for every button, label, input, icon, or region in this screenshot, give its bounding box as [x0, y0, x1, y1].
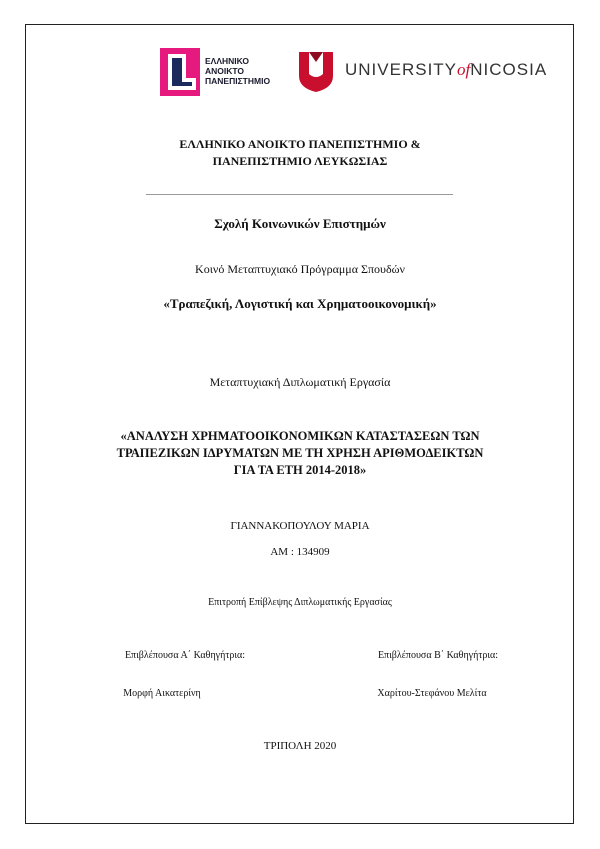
supervisor-b-name: Χαρίτου-Στεφάνου Μελίτα	[377, 688, 487, 699]
hou-logo	[160, 48, 285, 96]
unic-logo-text	[345, 60, 547, 80]
thesis-title-line-2: ΤΡΑΠΕΖΙΚΩΝ ΙΔΡΥΜΑΤΩΝ ΜΕ ΤΗ ΧΡΗΣΗ ΑΡΙΘΜΟΔΕΙΚΤΩΝ	[116, 446, 484, 460]
divider	[146, 194, 453, 195]
university-heading-line-2: ΠΑΝΕΠΙΣΤΗΜΙΟ ΛΕΥΚΩΣΙΑΣ	[212, 154, 388, 168]
author-name: ΓΙΑΝΝΑΚΟΠΟΥΛΟΥ ΜΑΡΙΑ	[230, 520, 370, 532]
program-title: «Τραπεζική, Λογιστική και Χρηματοοικονομική»	[163, 296, 437, 311]
unic-logo	[297, 50, 557, 94]
school-name: Σχολή Κοινωνικών Επιστημών	[214, 216, 386, 231]
unic-logo-prefix: UNIVERSITY	[345, 60, 458, 79]
hou-logo-mark-icon	[160, 48, 204, 96]
unic-logo-suffix: NICOSIA	[470, 60, 548, 79]
student-id: ΑΜ : 134909	[270, 546, 330, 558]
hou-logo-line-3: ΠΑΝΕΠΙΣΤΗΜΙΟ	[205, 76, 271, 86]
hou-logo-text	[205, 56, 270, 86]
hou-logo-line-1: ΕΛΛΗΝΙΚΟ	[205, 56, 250, 66]
supervisor-a-name: Μορφή Αικατερίνη	[123, 688, 201, 699]
unic-shield-icon	[297, 50, 335, 94]
university-heading	[0, 136, 600, 170]
supervisor-a-role: Επιβλέπουσα Α΄ Καθηγήτρια:	[124, 650, 246, 661]
program-label: Κοινό Μεταπτυχιακό Πρόγραμμα Σπουδών	[195, 262, 405, 276]
thesis-title-line-1: «ΑΝΑΛΥΣΗ ΧΡΗΜΑΤΟΟΙΚΟΝΟΜΙΚΩΝ ΚΑΤΑΣΤΑΣΕΩΝ ΤΩΝ	[120, 429, 480, 443]
thesis-type: Μεταπτυχιακή Διπλωματική Εργασία	[209, 375, 391, 389]
place-date: ΤΡΙΠΟΛΗ 2020	[263, 740, 337, 752]
committee-label: Επιτροπή Επίβλεψης Διπλωματικής Εργασίας	[208, 597, 392, 608]
unic-logo-of: of	[457, 60, 471, 79]
thesis-title	[0, 428, 600, 479]
supervisor-b-role: Επιβλέπουσα Β΄ Καθηγήτρια:	[377, 650, 499, 661]
hou-logo-line-2: ΑΝΟΙΚΤΟ	[205, 66, 245, 76]
university-heading-line-1: ΕΛΛΗΝΙΚΟ ΑΝΟΙΚΤΟ ΠΑΝΕΠΙΣΤΗΜΙΟ &	[179, 137, 421, 151]
thesis-title-line-3: ΓΙΑ ΤΑ ΕΤΗ 2014-2018»	[233, 463, 367, 477]
